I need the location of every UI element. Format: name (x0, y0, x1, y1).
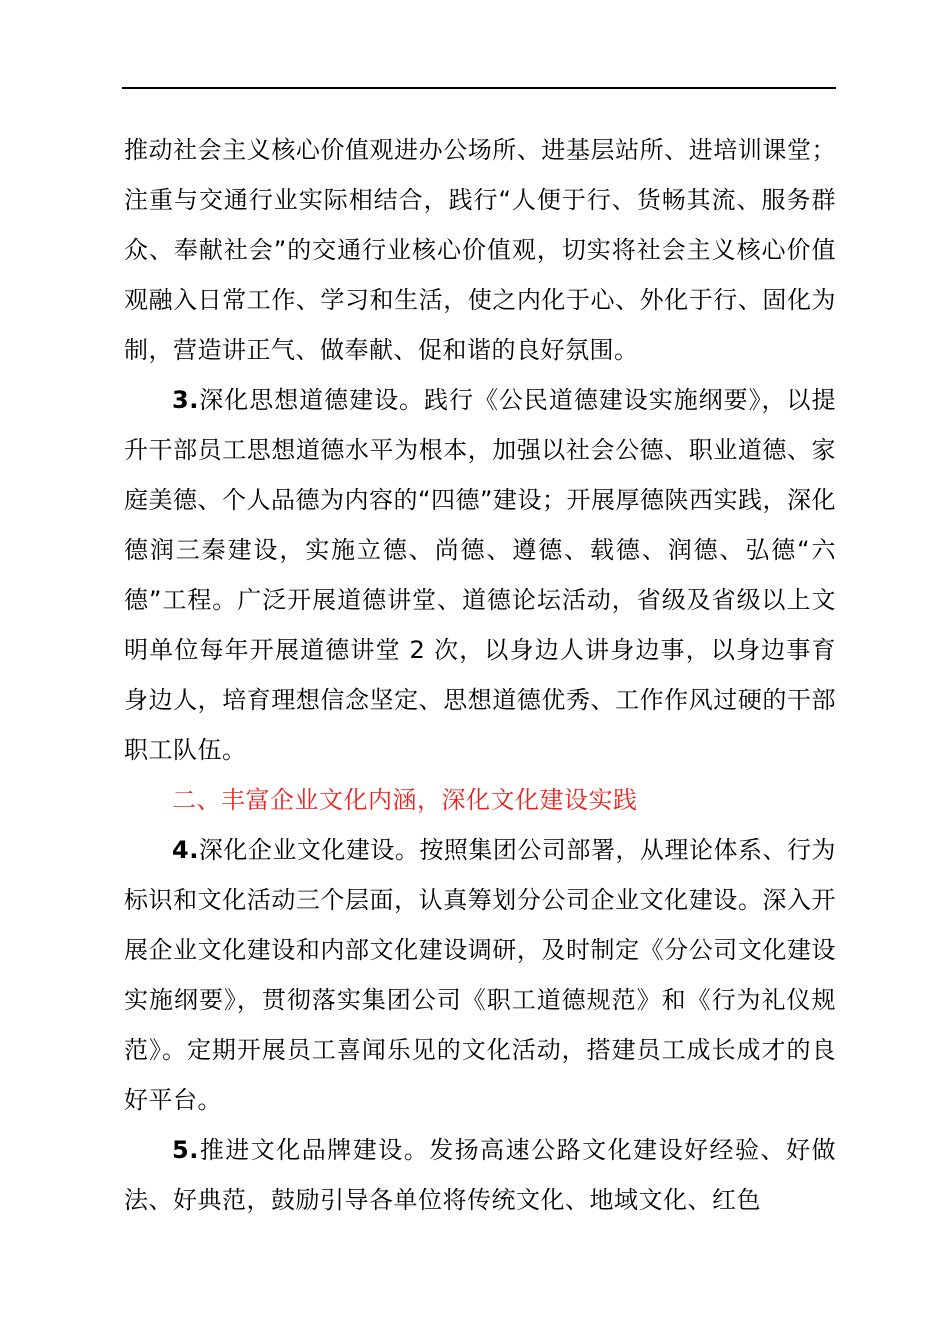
item-text: 推进文化品牌建设。发扬高速公路文化建设好经验、好做法、好典范，鼓励引导各单位将传统文化、地域文化、红色 (124, 1136, 836, 1214)
section-heading: 二、丰富企业文化内涵，深化文化建设实践 (172, 786, 638, 814)
item-text: 深化思想道德建设。践行《公民道德建设实施纲要》，以提升干部员工思想道德水平为根本，加强以社会公德、职业道德、家庭美德、个人品德为内容的“四德”建设；开展厚德陕西实践，深化德润三秦建设，实施立德、尚德、遵德、载德、润德、弘德“六德”工程。广泛开展道德讲堂、道德论坛活动，省级及省级以上文明单位每年开展道德讲堂 2 次，以身边人讲身边事，以身边事育身边人，培育理想信念坚定、思想道德优秀、工作作风过硬的干部职工队伍。 (124, 386, 836, 764)
header-rule (122, 87, 836, 89)
item-number: 4. (172, 836, 199, 864)
paragraph-item-5 (124, 1125, 836, 1225)
paragraph-item-4 (124, 825, 836, 1125)
item-number: 5. (172, 1136, 199, 1164)
body-text (124, 125, 836, 1225)
item-number: 3. (172, 386, 199, 414)
item-text: 深化企业文化建设。按照集团公司部署，从理论体系、行为标识和文化活动三个层面，认真筹划分公司企业文化建设。深入开展企业文化建设和内部文化建设调研，及时制定《分公司文化建设实施纲要》，贯彻落实集团公司《职工道德规范》和《行为礼仪规范》。定期开展员工喜闻乐见的文化活动，搭建员工成长成才的良好平台。 (124, 836, 836, 1114)
paragraph-item-3 (124, 375, 836, 775)
paragraph-continued: 推动社会主义核心价值观进办公场所、进基层站所、进培训课堂；注重与交通行业实际相结合，践行“人便于行、货畅其流、服务群众、奉献社会”的交通行业核心价值观，切实将社会主义核心价值观融入日常工作、学习和生活，使之内化于心、外化于行、固化为制，营造讲正气、做奉献、促和谐的良好氛围。 (124, 136, 836, 364)
